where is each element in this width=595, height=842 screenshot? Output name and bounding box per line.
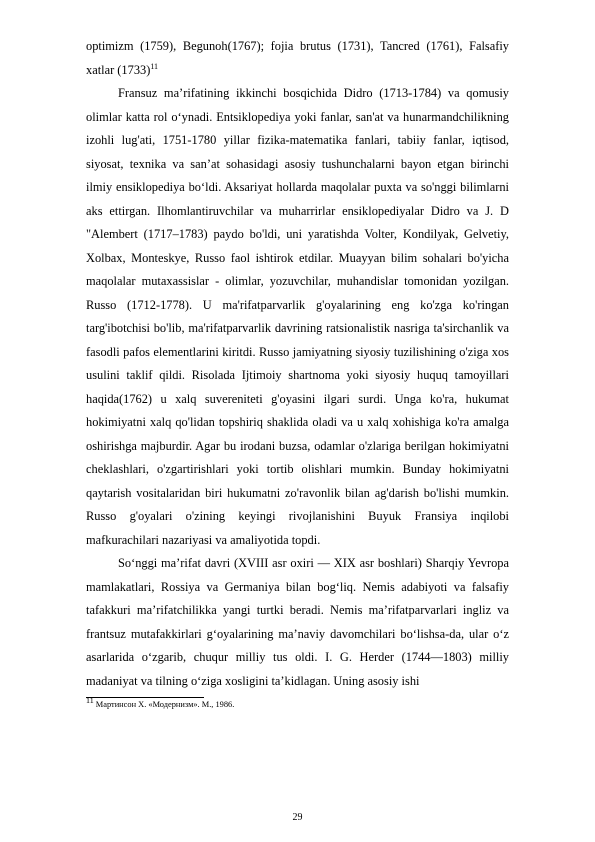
paragraph-3: So‘nggi ma’rifat davri (XVIII asr oxiri — XIX asr boshlari) Sharqiy Yevropa mamlakatlari, Rossiya va Germaniya bilan bog‘liq. Nemis adabiyoti va falsafiy tafakkuri ma’rifatchilikka yangi turtki beradi. Nemis ma’rifatparvarlari ingliz va frantsuz mutafakkirlari g‘oyalarining ma’naviy davomchilari bo‘lishsa-da, ular o‘z asarlarida o‘zgarib, chuqur milliy tus oldi. I. G. Herder (1744—1803) milliy madaniyat va tilning o‘ziga xosligini ta’kidlagan. Uning asosiy ishi (86, 556, 509, 688)
page-body (86, 35, 509, 710)
footnote-ref[interactable]: 11 (150, 61, 159, 71)
paragraph-1 (86, 35, 509, 82)
paragraph-1-text: optimizm (1759), Begunoh(1767); fojia brutus (1731), Tancred (1761), Falsafiy xatlar (1733) (86, 39, 509, 77)
footnote-number: 11 (86, 696, 94, 706)
paragraph-2: Fransuz ma’rifatining ikkinchi bosqichida Didro (1713-1784) va qomusiy olimlar katta rol o‘ynadi. Entsiklopediya yoki fanlar, san'at va hunarmandchilikning izohli lug'ati, 1751-1780 yillar fizika-matematika fanlari, tabiiy fanlar, iqtisod, siyosat, texnika va san’at sohasidagi asosiy tushunchalarni bayon etgan birinchi ilmiy ensiklopediya bo‘ldi. Aksariyat hollarda maqolalar puxta va so'nggi bilimlarni aks ettirgan. Ilhomlantiruvchilar va muharrirlar ensiklopediyalar Didro va J. D "Alembert (1717–1783) paydo bo'ldi, uni yaratishda Volter, Kondilyak, Gelvetiy, Xolbax, Monteskye, Russo faol ishtirok etdilar. Muayyan bilim sohalari bo'yicha maqolalar mutaxassislar - olimlar, yozuvchilar, muhandislar tomonidan yozilgan. Russo (1712-1778). U ma'rifatparvarlik g'oyalarining eng ko'zga ko'ringan targ'ibotchisi bo'lib, ma'rifatparvarlik davrining ratsionalistik nasriga ta'sirchanlik va fasodli pafos elementlarini kiritdi. Russo jamiyatning siyosiy tuzilishining o'ziga xos usulini taklif qildi. Risolada Ijtimoiy shartnoma yoki siyosiy huquq tamoyillari haqida(1762) u xalq suvereniteti g'oyasini ilgari surdi. Unga ko'ra, hukumat hokimiyatni xalq qo'lidan topshiriq shaklida oladi va u xalq xohishiga ko'ra amalga oshirishga majburdir. Agar bu irodani buzsa, odamlar o'zlariga berilgan hokimiyatni cheklashlari, o'zgartirishlari yoki tortib olishlari mumkin. Bunday hokimiyatni qaytarish vositalaridan biri hukumatni zo'ravonlik bilan ag'darish bo'lishi mumkin. Russo g'oyalari o'zining keyingi rivojlanishini Buyuk Fransiya inqilobi mafkurachilari nazariyasi va amaliyotida topdi. (86, 86, 509, 547)
footnote (86, 696, 509, 710)
footnote-text: Мартинсон Х. «Модернизм». М., 1986. (93, 700, 235, 709)
footnote-separator (86, 697, 204, 698)
page-number: 29 (292, 812, 303, 823)
